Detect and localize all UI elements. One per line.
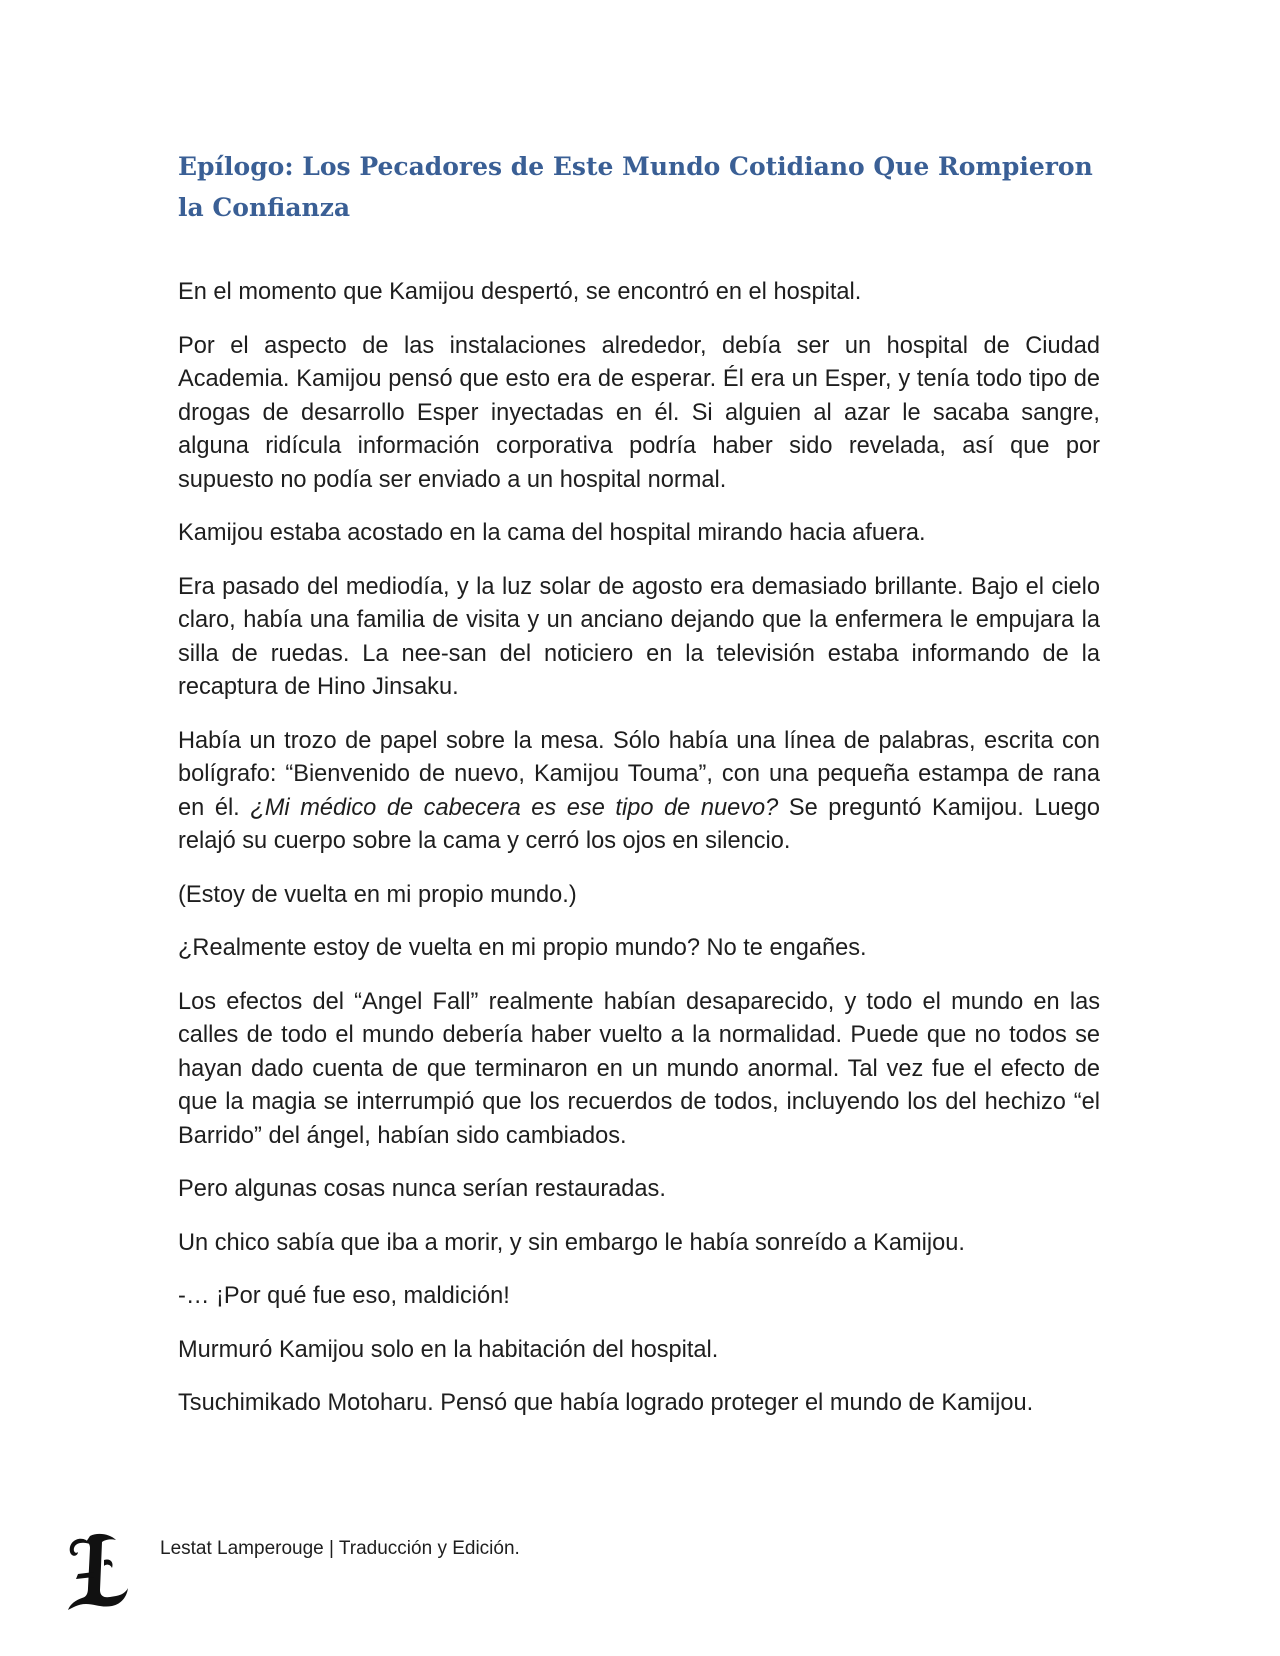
paragraph-5-text-after: Se preguntó Kamijou. Luego relajó su cuerpo sobre la cama y cerró los ojos en silencio. bbox=[178, 794, 1100, 854]
paragraph-5 bbox=[178, 725, 1100, 859]
paragraph-10: Un chico sabía que iba a morir, y sin embargo le había sonreído a Kamijou. bbox=[178, 1229, 965, 1256]
paragraph-11: -… ¡Por qué fue eso, maldición! bbox=[178, 1283, 510, 1309]
paragraph-13: Tsuchimikado Motoharu. Pensó que había logrado proteger el mundo de Kamijou. bbox=[178, 1390, 1034, 1416]
body-text bbox=[178, 276, 1100, 1441]
paragraph-2: Por el aspecto de las instalaciones alrededor, debía ser un hospital de Ciudad Academia. Kamijou pensó que esto era de esperar. Él era un Esper, y tenía todo tipo de drogas de desarrollo Esper inyectadas en él. Si alguien al azar le sacaba sangre, alguna ridícula información corporativa podría haber sido revelada, así que por supuesto no podía ser enviado a un hospital normal. bbox=[178, 332, 1100, 493]
paragraph-8: Los efectos del “Angel Fall” realmente habían desaparecido, y todo el mundo en las calles de todo el mundo debería haber vuelto a la normalidad. Puede que no todos se hayan dado cuenta de que terminaron en un mundo anormal. Tal vez fue el efecto de que la magia se interrumpió que los recuerdos de todos, incluyendo los del hechizo “el Barrido” del ángel, habían sido cambiados. bbox=[178, 988, 1100, 1149]
paragraph-4: Era pasado del mediodía, y la luz solar de agosto era demasiado brillante. Bajo el cielo claro, había una familia de visita y un anciano dejando que la enfermera le empujara la silla de ruedas. La nee-san del noticiero en la televisión estaba informando de la recaptura de Hino Jinsaku. bbox=[178, 573, 1100, 700]
footer-credit: Lestat Lamperouge | Traducción y Edición. bbox=[160, 1538, 520, 1559]
paragraph-3: Kamijou estaba acostado en la cama del hospital mirando hacia afuera. bbox=[178, 520, 926, 546]
paragraph-5-text-before: Había un trozo de papel sobre la mesa. Sólo había una línea de palabras, escrita con bolígrafo: “Bienvenido de nuevo, Kamijou Touma”, con una pequeña estampa de rana en él. bbox=[178, 727, 1100, 821]
paragraph-1: En el momento que Kamijou despertó, se encontró en el hospital. bbox=[178, 279, 862, 305]
gothic-l-logo-icon bbox=[64, 1530, 130, 1610]
paragraph-6: (Estoy de vuelta en mi propio mundo.) bbox=[178, 881, 577, 908]
paragraph-7: ¿Realmente estoy de vuelta en mi propio mundo? No te engañes. bbox=[178, 935, 867, 961]
paragraph-12: Murmuró Kamijou solo en la habitación del hospital. bbox=[178, 1336, 719, 1363]
paragraph-9: Pero algunas cosas nunca serían restauradas. bbox=[178, 1176, 666, 1202]
chapter-title: Epílogo: Los Pecadores de Este Mundo Cotidiano Que Rompieron la Confianza bbox=[178, 152, 1093, 222]
paragraph-5-italic-thought: ¿Mi médico de cabecera es ese tipo de nuevo? bbox=[250, 794, 779, 821]
